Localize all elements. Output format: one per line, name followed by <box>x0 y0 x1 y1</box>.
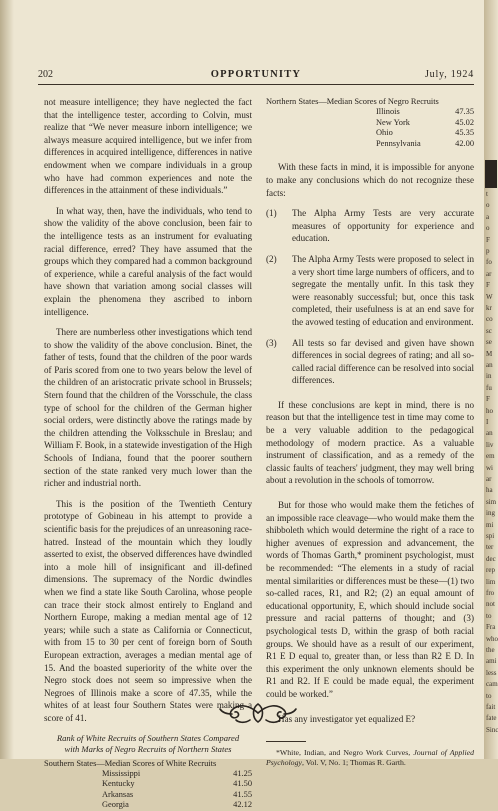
paragraph: With these facts in mind, it is impossible for anyone to make any conclusions which do not recognize these facts: <box>266 162 474 198</box>
page-edge-fragment: ho <box>486 406 493 415</box>
page-edge-fragment: ar <box>486 475 492 483</box>
paragraph: But for those who would make them the fetiches of an impossible race cleavage—who would make them the shibboleth which would determine the right of a race to higher avenues of expression and advancement, the words of Thomas Garth,* prominent psychologist, must be recommended: “The elements in a study of racial mental similarities or differences must be these—(1) two so-called races, R1, and R2; (2) an equal amount of educational opportunity, E, which should include social pressure and racial patterns of thought; and (3) psychological tests D, within the grasp of both racial groups. We should have as a result of our experiment, R1 E D equal to, greater than, or less than R2 E D. In this experiment the only unknown elements should be R1 and R2. If E could be made equal, the experiment could be worked.” <box>266 500 474 699</box>
page-edge-fragment: fait <box>486 703 496 711</box>
list-text: All tests so far devised and given have shown differences in social degrees of rating; and all so-called racial difference can be resolved into social differences. <box>292 337 474 386</box>
adjacent-page-edge <box>484 0 498 759</box>
page-edge-fragment: F <box>486 235 490 244</box>
page-number: 202 <box>38 69 53 80</box>
footnote-text: *White, Indian, and Negro Work Curves, <box>276 748 414 758</box>
page-edge-fragment: ing <box>486 509 495 518</box>
table-row <box>266 128 474 139</box>
list-item <box>266 253 474 329</box>
page-edge-fragment: fate <box>486 714 497 723</box>
paragraph: Has any investigator yet equalized E? <box>278 713 416 724</box>
state-name: Arkansas <box>102 789 134 799</box>
page-edge-fragment: not <box>486 600 495 609</box>
score: 41.25 <box>233 768 252 778</box>
page-edge-fragment: an <box>486 361 493 369</box>
page-edge-fragment: fu <box>486 383 492 392</box>
page-edge-fragment: o <box>486 201 490 210</box>
table-title-line: Rank of White Recruits of Southern States Compared <box>56 732 240 743</box>
score: 41.55 <box>233 789 252 799</box>
header-rule <box>38 84 474 85</box>
paragraph: This is the position of the Twentieth Century prototype of Gobineau in his attempt to provide a scientific basis for the prejudices of an unreasoning race-hatred. Instead of the mountain which they loudly asserted to exist, the observed differences have dwindled into a mole hill of insignificant and ill-defined dimensions. The supremacy of the Nordic dwindles when we find a state like South Carolina, whose people can trace their stock almost entirely to England and Northern Europe, making a median mental age of 12 years; while such a state as California or Connecticut, with from 15 to 30 per cent of foreign born of South European extraction, averages a median mental age of 15. And the boasted superiority of the white over the Negro stock does not seem so impressive when the Negroes of Illinois make a score of 47.35, while the whites of at least four Southern States were making a score of 41. <box>44 498 252 723</box>
page-edge-fragment: em <box>486 452 495 461</box>
state-name: Mississippi <box>102 768 141 778</box>
page-edge-fragment: rep <box>486 566 495 575</box>
state-name: New York <box>376 117 410 127</box>
page-edge-fragment: spi <box>486 532 495 540</box>
gutter-shadow <box>0 0 14 759</box>
page-edge-fragment: ter <box>486 543 494 552</box>
page-edge-fragment: W <box>486 292 493 301</box>
southern-table <box>44 769 252 811</box>
ornament-icon <box>218 700 298 726</box>
paragraph: In what way, then, have the individuals, who tend to show the validity of the above conclusion, been fair to the intelligence tests as an instrument for evaluating racial difference, erred? They have assumed that the groups which they compared had a common background of experience, while a careful analysis of the fact would have shown that variation among social classes will explain the phenomena they ascribed to inborn intelligence. <box>44 205 252 317</box>
state-name: Ohio <box>376 128 393 138</box>
table-row <box>44 790 252 801</box>
page-edge-fragment: an <box>486 429 493 438</box>
score: 45.35 <box>455 128 474 138</box>
page-edge-fragment: ami <box>486 657 497 666</box>
page-edge-fragment: cam <box>486 680 498 689</box>
list-number: (3) <box>266 337 277 348</box>
page-edge-fragment: sc <box>486 326 492 335</box>
issue-date: July, 1924 <box>424 69 474 80</box>
page-edge-fragment: ha <box>486 486 493 495</box>
table-row <box>266 139 474 150</box>
list-number: (1) <box>266 208 277 219</box>
journal-title: OPPORTUNITY <box>210 69 302 80</box>
page-edge-fragment: se <box>486 338 492 347</box>
page-edge-fragment: who <box>486 634 498 643</box>
page-edge-fragment: a <box>486 212 490 221</box>
northern-table <box>266 107 474 149</box>
state-name: Illinois <box>376 107 400 116</box>
running-header <box>38 68 474 82</box>
drop-cap-fragment <box>485 160 497 188</box>
score: 42.00 <box>455 138 474 148</box>
list-item <box>266 207 474 245</box>
page-edge-fragment: fo <box>486 258 492 267</box>
footnote <box>266 748 474 768</box>
page-edge-fragment: sim <box>486 497 497 506</box>
page-edge-fragment: in <box>486 372 492 381</box>
score: 45.02 <box>455 117 474 127</box>
page-edge-fragment: o <box>486 224 490 233</box>
score: 47.35 <box>455 107 474 116</box>
table-row <box>266 107 474 118</box>
list-text: The Alpha Army Tests were proposed to select in a very short time large numbers of officers, and to segregate the mentally unfit. In this task they were reasonably successful; but, once this task completed, their usefulness is at an end save for the avowed testing of education and environment. <box>292 253 474 327</box>
list-item <box>266 337 474 387</box>
page-edge-fragment: fro <box>486 589 495 597</box>
page-edge-fragment: ar <box>486 269 492 278</box>
state-name: Georgia <box>102 800 129 810</box>
page-edge-fragment: F <box>486 395 490 404</box>
page-edge-fragment: kr <box>486 304 492 312</box>
page-edge-fragment: I <box>486 418 489 426</box>
page-edge-fragment: mi <box>486 520 494 529</box>
page-edge-fragment: liv <box>486 440 494 449</box>
list-text: The Alpha Army Tests are very accurate measures of opportunity for experience and education. <box>292 208 474 244</box>
table-row <box>44 800 252 811</box>
page-edge-fragment: Fra <box>486 623 496 632</box>
score: 42.12 <box>233 800 252 810</box>
paragraph: There are numberless other investigations which tend to show the validity of the above conclusion. Binet, the father of tests, found that the children of the poor wards of Paris scored from one to two years below the level of the children of an aristocratic private school in Brussels; Stern found that the children of the Vorsschule, the class type of school for the children of the German higher social orders, were distinctly above the ratings made by the children attending the Volksschule in Breslau; and William F. Book, in a statewide investigation of the High Schools of Indiana, found that the poorer southern section of the state ranked very much lower than the richer and industrial north. <box>44 327 252 489</box>
page-edge-fragment: co <box>486 315 493 324</box>
state-name: Pennsylvania <box>376 138 421 148</box>
score: 41.50 <box>233 779 252 789</box>
table-row <box>44 779 252 790</box>
state-name: Kentucky <box>102 779 135 789</box>
page-edge-fragment: to <box>486 691 492 700</box>
page-edge-fragment: lim <box>486 577 496 586</box>
table-row <box>266 118 474 129</box>
table-title <box>44 733 252 755</box>
southern-table-heading: Southern States—Median Scores of White Recruits <box>44 758 217 768</box>
right-column <box>266 96 474 768</box>
page-edge-fragment: less <box>486 668 497 677</box>
footnote-rule <box>266 741 306 742</box>
page-edge-fragment: p <box>486 247 490 255</box>
page-edge-fragment: Sinc <box>486 725 498 734</box>
footnote-text: , Vol. V, No. 1; Thomas R. Garth. <box>301 758 406 768</box>
table-row <box>44 769 252 780</box>
northern-table-heading: Northern States—Median Scores of Negro Recruits <box>266 97 439 106</box>
page-edge-fragment: dec <box>486 554 496 563</box>
list-number: (2) <box>266 253 277 264</box>
page-edge-fragment: M <box>486 349 493 358</box>
page-edge-fragment: the <box>486 646 495 654</box>
page-edge-fragment: to <box>486 611 492 620</box>
table-title-line: with Marks of Negro Recruits of Northern States <box>64 743 232 754</box>
paragraph: not measure intelligence; they have neglected the fact that the intelligence tester, according to Colvin, must realize that “We never measure inborn intelligence; we always measure acquired intelligence, but we infer from differences in acquired intelligence, differences in native endowment when we compare individuals in a group who have had common experiences and note the differences in the attainment of these individuals.” <box>44 97 252 196</box>
page-edge-fragment: F <box>486 281 490 290</box>
footnote-journal: Journal of Applied Psychology <box>266 748 474 768</box>
paragraph: If these conclusions are kept in mind, there is no reason but that the intelligence test in time may come to be a very valuable addition to the pedagogical methodology of modern practice. As a valuable instrument of classification, and as a remedy of the classic faults of teachers' judgment, they may well bring about a revolution in the schools of tomorrow. <box>266 399 474 486</box>
page-edge-fragment: t <box>486 190 488 198</box>
page-edge-fragment: wi <box>486 463 493 472</box>
